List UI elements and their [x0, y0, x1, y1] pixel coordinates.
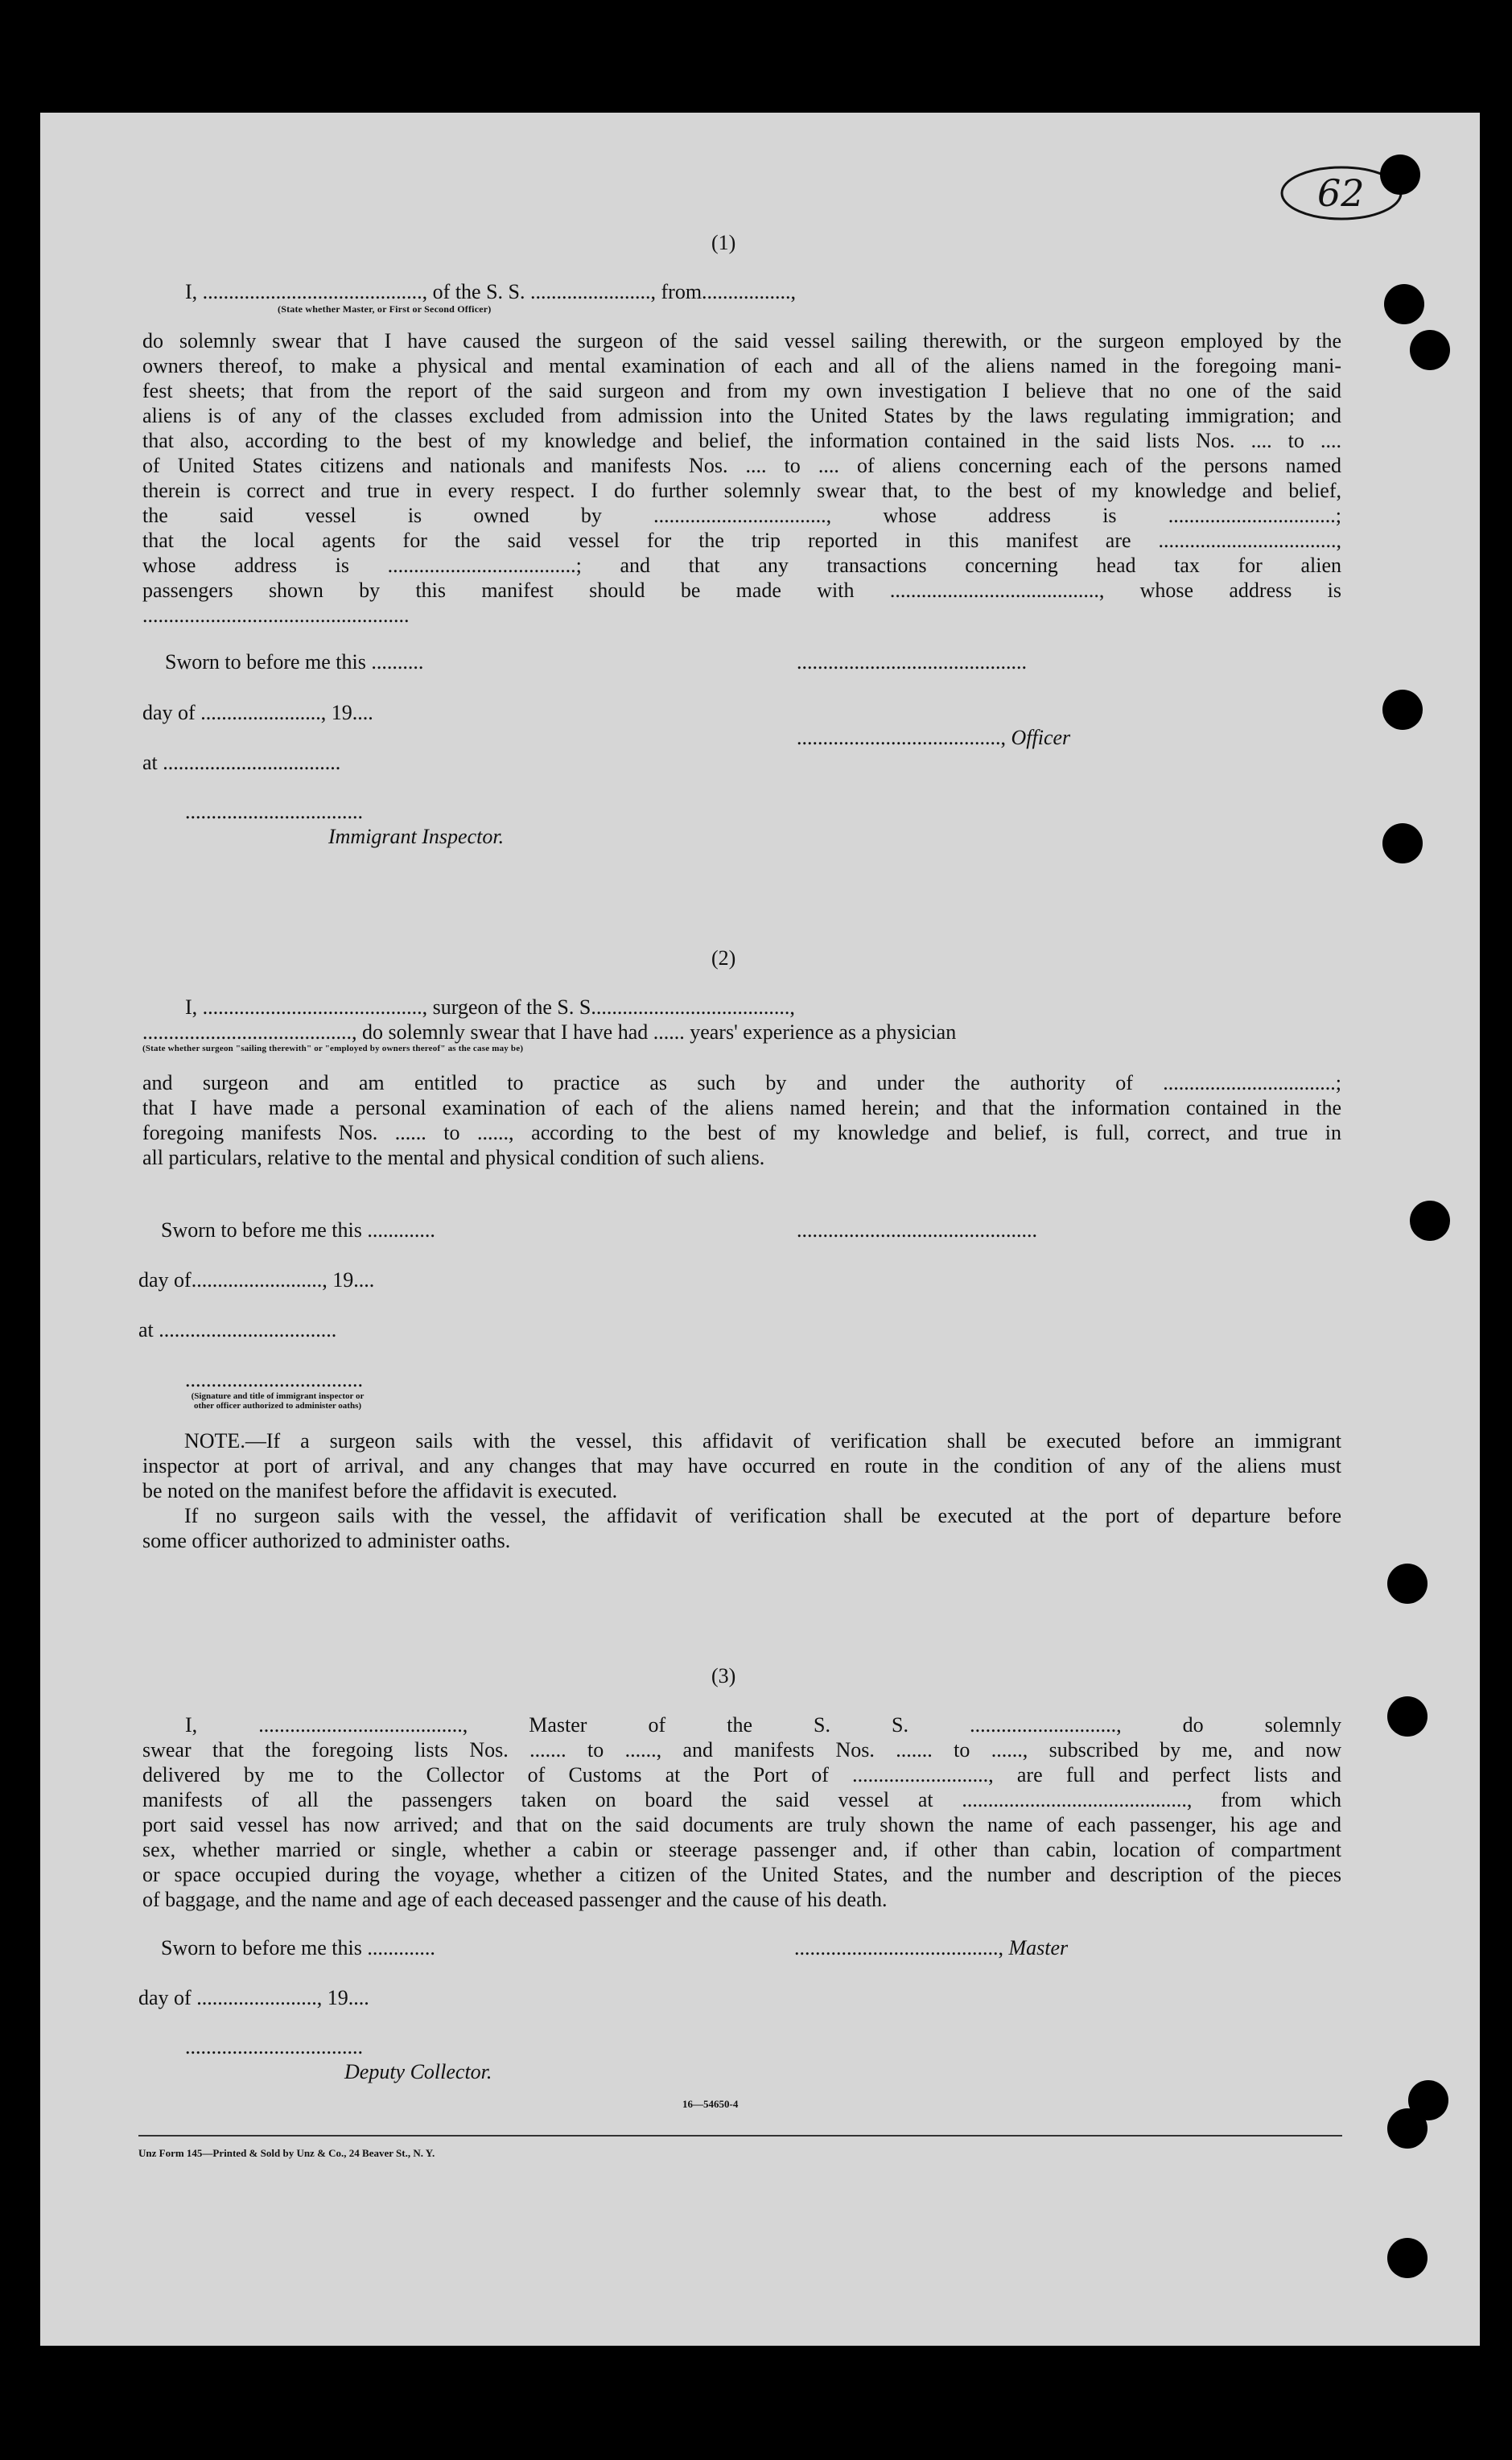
s3-sig-line: ..................................: [185, 2035, 363, 2058]
s1-line: do solemnly swear that I have caused the surgeon of the said vessel sailing therewith, or the surgeon employed by the: [142, 329, 1341, 352]
s2-sig-line: ..................................: [185, 1368, 363, 1391]
s1-line: aliens is of any of the classes excluded from admission into the United States by the laws regulating immigration; and: [142, 404, 1341, 427]
s2-note2-line: If no surgeon sails with the vessel, the affidavit of verification shall be executed at the port of departure before: [184, 1504, 1341, 1527]
punch-hole-icon: [1387, 2238, 1428, 2278]
section2-note: [142, 1428, 1341, 1503]
section3-paragraph: [142, 1712, 1341, 1912]
s3-deputy: Deputy Collector.: [344, 2060, 492, 2083]
s1-at: at ..................................: [142, 751, 341, 774]
section2-note-surgeon: (State whether surgeon "sailing therewith" or "employed by owners thereof" as the case may be): [142, 1044, 524, 1053]
punch-hole-icon: [1384, 284, 1424, 324]
s2-line: foregoing manifests Nos. ...... to ......, according to the best of my knowledge and belief, is full, correct, and true in: [142, 1121, 1341, 1144]
s3-line: sex, whether married or single, whether a cabin or steerage passenger and, if other than cabin, location of compartment: [142, 1838, 1341, 1861]
s3-line: of baggage, and the name and age of each deceased passenger and the cause of his death.: [142, 1888, 888, 1911]
s1-sworn: Sworn to before me this ..........: [165, 650, 424, 674]
s2-note-line: be noted on the manifest before the affidavit is executed.: [142, 1479, 618, 1502]
section2-note2: [142, 1503, 1341, 1553]
form-code: 16—54650-4: [682, 2098, 739, 2110]
s3-master-line: [794, 1935, 1068, 1960]
s1-line: whose address is ....................................; and that any transactions concerning head tax for alien: [142, 554, 1341, 577]
section3-heading: (3): [711, 1664, 736, 1687]
punch-hole-icon: [1387, 1564, 1428, 1604]
s1-line: passengers shown by this manifest should be made with ........................................, whose address is: [142, 579, 1341, 602]
s2-at: at ..................................: [138, 1318, 337, 1341]
s1-sig-line: ..................................: [185, 800, 363, 823]
s3-line: delivered by me to the Collector of Customs at the Port of .........................., are full and perfect lists and: [142, 1763, 1341, 1786]
footer-rule: [138, 2135, 1342, 2137]
s2-line: that I have made a personal examination of each of the aliens named herein; and that the information contained in the: [142, 1096, 1341, 1119]
s2-day: day of........................., 19....: [138, 1268, 375, 1292]
punch-hole-icon: [1382, 690, 1423, 730]
punch-hole-icon: [1387, 2108, 1428, 2149]
s1-officer-dots: .......................................,: [797, 726, 1011, 749]
s3-line: manifests of all the passengers taken on board the said vessel at ..........................................., from which: [142, 1788, 1341, 1811]
s3-master-label: Master: [1008, 1936, 1069, 1959]
s1-inspector: Immigrant Inspector.: [328, 825, 505, 848]
s1-day: day of ......................., 19....: [142, 701, 373, 724]
s1-line: therein is correct and true in every respect. I do further solemnly swear that, to the best of my knowledge and belief,: [142, 479, 1341, 502]
punch-hole-icon: [1382, 823, 1423, 863]
s1-officer-line: [797, 725, 1070, 750]
s1-line: the said vessel is owned by ................................., whose address is ................................;: [142, 504, 1341, 527]
manifest-page: [40, 113, 1480, 2346]
s3-line: or space occupied during the voyage, whether a citizen of the United States, and the number and description of the pieces: [142, 1863, 1341, 1886]
s1-officer-line1: ............................................: [797, 650, 1027, 674]
section1-note-master: (State whether Master, or First or Second Officer): [278, 303, 492, 315]
section1-heading: (1): [711, 231, 736, 254]
s2-line: and surgeon and am entitled to practice as such by and under the authority of .................................;: [142, 1071, 1341, 1094]
s2-note-line: NOTE.—If a surgeon sails with the vessel, this affidavit of verification shall be executed before an immigrant: [184, 1429, 1341, 1453]
punch-hole-icon: [1387, 1696, 1428, 1737]
s2-right-line: ..............................................: [797, 1218, 1037, 1242]
s1-line: that also, according to the best of my knowledge and belief, the information contained in the said lists Nos. .... to ....: [142, 429, 1341, 452]
s1-line: that the local agents for the said vessel for the trip reported in this manifest are ..................................,: [142, 529, 1341, 552]
section2-line2: ........................................, do solemnly swear that I have had ...... years' experience as a physician: [142, 1020, 957, 1044]
punch-hole-icon: [1410, 1201, 1450, 1241]
s2-note-line: inspector at port of arrival, and any changes that may have occurred en route in the condition of any of the aliens must: [142, 1454, 1341, 1477]
footer-printer: Unz Form 145—Printed & Sold by Unz & Co., 24 Beaver St., N. Y.: [138, 2147, 435, 2159]
punch-hole-icon: [1380, 155, 1420, 195]
s3-line: port said vessel has now arrived; and that on the said documents are truly shown the name of each passenger, his age and: [142, 1813, 1341, 1836]
s2-line: all particulars, relative to the mental and physical condition of such aliens.: [142, 1146, 765, 1169]
section1-paragraph: [142, 328, 1341, 628]
section2-heading: (2): [711, 946, 736, 970]
s1-line: owners thereof, to make a physical and mental examination of each and all of the aliens named in the foregoing mani-: [142, 354, 1341, 377]
s3-day: day of ......................., 19....: [138, 1986, 369, 2009]
s2-note2-line: some officer authorized to administer oaths.: [142, 1529, 511, 1552]
s3-line: I, ......................................., Master of the S. S. ............................, do solemnly: [185, 1713, 1341, 1737]
s3-master-dots: .......................................,: [794, 1936, 1009, 1959]
s2-sig-note: (Signature and title of immigrant inspector or other officer authorized to administer oaths): [191, 1391, 365, 1411]
s1-officer-label: Officer: [1011, 726, 1071, 749]
s2-sworn: Sworn to before me this .............: [161, 1218, 435, 1242]
section1-line1: I, .........................................., of the S. S. ......................., from.................,: [185, 280, 797, 303]
s3-sworn: Sworn to before me this .............: [161, 1936, 435, 1959]
section2-paragraph: [142, 1070, 1341, 1170]
section2-line1: I, .........................................., surgeon of the S. S......................................,: [185, 995, 795, 1019]
punch-hole-icon: [1410, 330, 1450, 370]
s1-line: of United States citizens and nationals and manifests Nos. .... to .... of aliens concerning each of the persons named: [142, 454, 1341, 477]
s1-line: fest sheets; that from the report of the said surgeon and from my own investigation I believe that no one of the said: [142, 379, 1341, 402]
s1-line: ...................................................: [142, 604, 410, 627]
s3-line: swear that the foregoing lists Nos. ....... to ......, and manifests Nos. ....... to ......, subscribed by me, and now: [142, 1738, 1341, 1762]
page-number-text: 62: [1317, 171, 1365, 215]
